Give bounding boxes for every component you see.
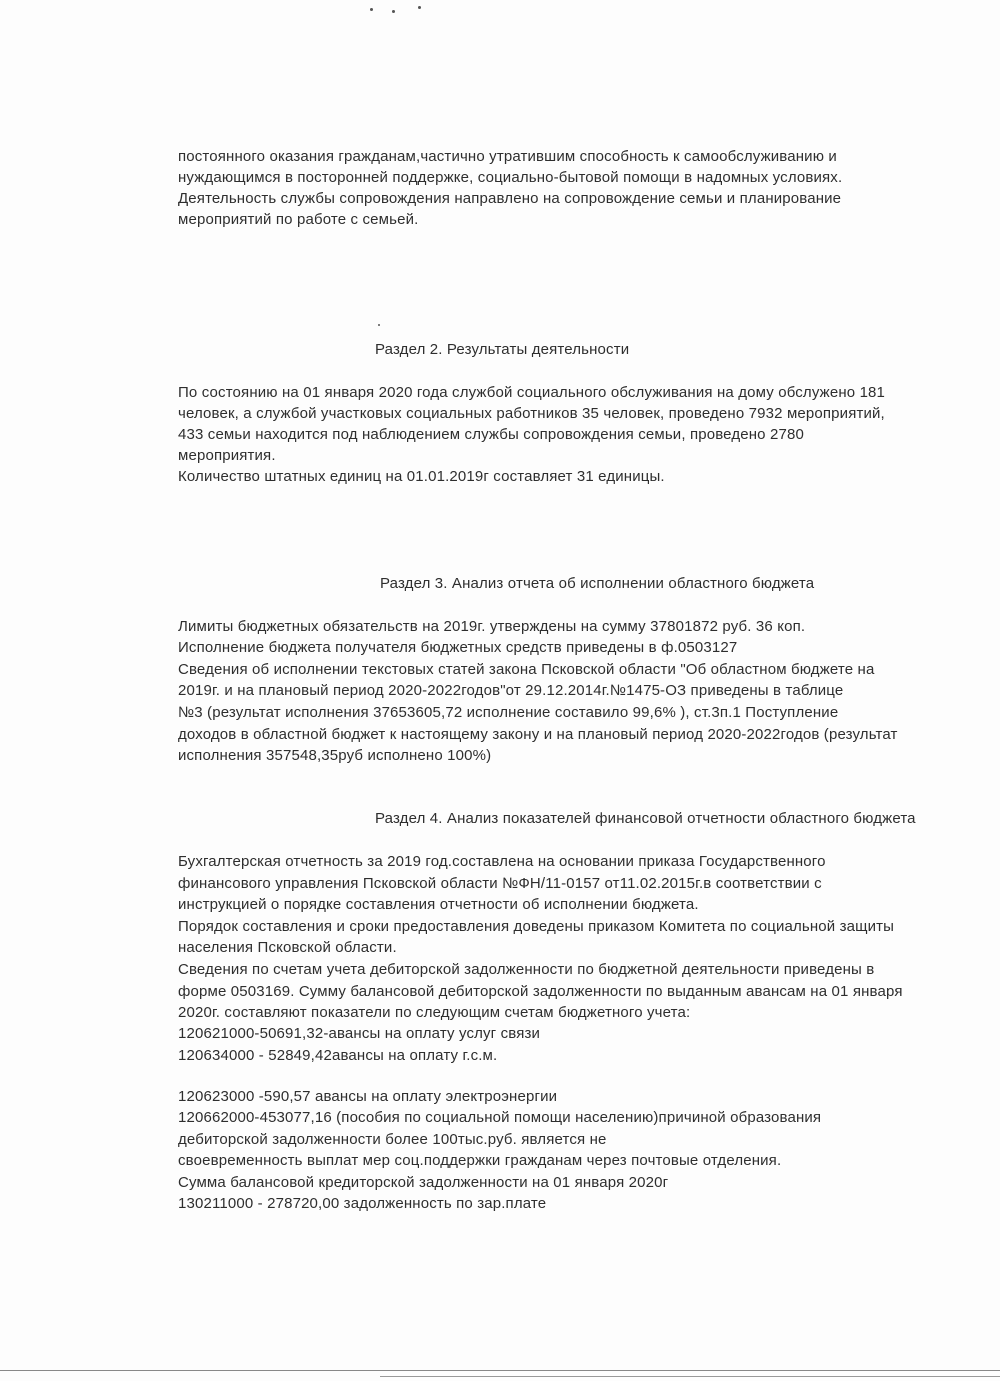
section-2-line: По состоянию на 01 января 2020 года службой социального обслуживания на дому обслужено 181 xyxy=(178,384,886,401)
section-4-heading: Раздел 4. Анализ показателей финансовой отчетности областного бюджета xyxy=(375,810,916,827)
section-4-line: 120621000-50691,32-авансы на оплату услуг связи xyxy=(178,1025,541,1042)
section-2-line: 433 семьи находится под наблюдением службы сопровождения семьи, проведено 2780 xyxy=(178,426,804,443)
intro-line: Деятельность службы сопровождения направлено на сопровождение семьи и планирование xyxy=(178,190,842,207)
section-2-heading: Раздел 2. Результаты деятельности xyxy=(375,341,630,358)
scan-edge-line xyxy=(380,1376,1000,1377)
section-2-line: человек, а службой участковых социальных работников 35 человек, проведено 7932 мероприятий, xyxy=(178,405,885,422)
section-4-line: финансового управления Псковской области №ФН/11-0157 от11.02.2015г.в соответствии с xyxy=(178,875,822,892)
section-3-line: Сведения об исполнении текстовых статей закона Псковской области "Об областном бюджете на xyxy=(178,661,875,678)
scan-speck xyxy=(418,6,421,9)
section-4-line: Сведения по счетам учета дебиторской задолженности по бюджетной деятельности приведены в xyxy=(178,961,875,978)
section-4-line: инструкцией о порядке составления отчетности об исполнении бюджета. xyxy=(178,896,699,913)
section-4-line: 2020г. составляют показатели по следующим счетам бюджетного учета: xyxy=(178,1004,691,1021)
section-3-line: исполнения 357548,35руб исполнено 100%) xyxy=(178,747,492,764)
scan-speck xyxy=(392,10,395,13)
section-4-line: 130211000 - 278720,00 задолженность по зар.плате xyxy=(178,1195,547,1212)
section-3-line: Лимиты бюджетных обязательств на 2019г. утверждены на сумму 37801872 руб. 36 коп. xyxy=(178,618,806,635)
scan-speck xyxy=(378,324,380,326)
section-2-line: мероприятия. xyxy=(178,447,276,464)
section-4-line: Бухгалтерская отчетность за 2019 год.составлена на основании приказа Государственного xyxy=(178,853,826,870)
section-3-line: 2019г. и на плановый период 2020-2022годов"от 29.12.2014г.№1475-ОЗ приведены в таблице xyxy=(178,682,844,699)
scan-edge-line xyxy=(0,1370,1000,1371)
section-4-line: Сумма балансовой кредиторской задолженности на 01 января 2020г xyxy=(178,1174,669,1191)
intro-line: мероприятий по работе с семьей. xyxy=(178,211,419,228)
section-4-line: дебиторской задолженности более 100тыс.руб. является не xyxy=(178,1131,607,1148)
section-4-line: 120623000 -590,57 авансы на оплату электроэнергии xyxy=(178,1088,558,1105)
section-3-heading: Раздел 3. Анализ отчета об исполнении областного бюджета xyxy=(380,575,815,592)
section-4-line: своевременность выплат мер соц.поддержки гражданам через почтовые отделения. xyxy=(178,1152,782,1169)
section-3-line: №3 (результат исполнения 37653605,72 исполнение составило 99,6% ), ст.3п.1 Поступление xyxy=(178,704,839,721)
intro-line: нуждающимся в посторонней поддержке, социально-бытовой помощи в надомных условиях. xyxy=(178,169,843,186)
section-2-line: Количество штатных единиц на 01.01.2019г составляет 31 единицы. xyxy=(178,468,665,485)
section-4-line: форме 0503169. Сумму балансовой дебиторской задолженности по выданным авансам на 01 января xyxy=(178,983,903,1000)
section-3-line: доходов в областной бюджет к настоящему закону и на плановый период 2020-2022годов (результат xyxy=(178,726,898,743)
section-3-line: Исполнение бюджета получателя бюджетных средств приведены в ф.0503127 xyxy=(178,639,738,656)
scan-speck xyxy=(370,8,373,11)
section-4-line: 120662000-453077,16 (пособия по социальной помощи населению)причиной образования xyxy=(178,1109,822,1126)
section-4-line: Порядок составления и сроки предоставления доведены приказом Комитета по социальной защиты xyxy=(178,918,895,935)
section-4-line: населения Псковской области. xyxy=(178,939,397,956)
intro-line: постоянного оказания гражданам,частично утратившим способность к самообслуживанию и xyxy=(178,148,837,165)
section-4-line: 120634000 - 52849,42авансы на оплату г.с.м. xyxy=(178,1047,498,1064)
